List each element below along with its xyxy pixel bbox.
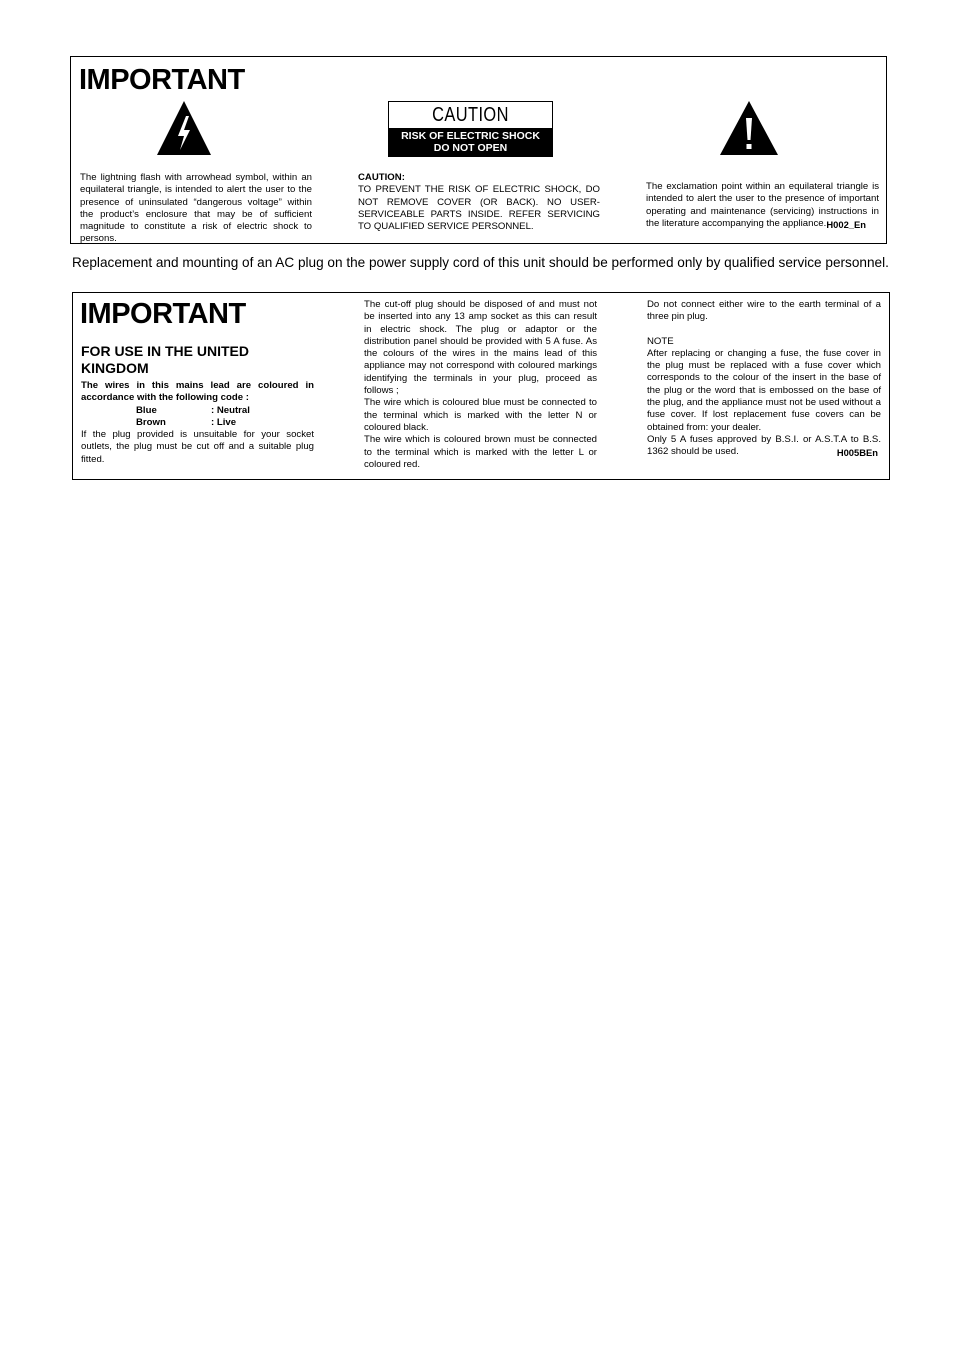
wire-meaning: : Neutral — [211, 404, 250, 416]
document-code-2: H005BEn — [836, 447, 878, 458]
fuse-approval-text: Only 5 A fuses approved by B.S.I. or A.S.T.A to B.S. 1362 should be used. — [647, 433, 881, 458]
caution-label: CAUTION: — [358, 172, 405, 183]
exclamation-warning-icon — [718, 99, 780, 157]
lightning-description: The lightning flash with arrowhead symbol, within an equilateral triangle, is intended to alert the user to the presence of uninsulated “dangerous voltage” within the product’s enclosure that may be of sufficient magnitude to constitute a risk of electric shock to persons. — [80, 172, 312, 245]
note-label: NOTE — [647, 335, 674, 347]
exclamation-description: The exclamation point within an equilateral triangle is intended to alert the user to the presence of important operating and maintenance (servicing) instructions in the literature accompanying the appliance. — [646, 181, 879, 229]
fuse-note-column — [647, 299, 881, 459]
earth-terminal-text: Do not connect either wire to the earth terminal of a three pin plug. — [647, 299, 881, 323]
plug-unsuitable-text: If the plug provided is unsuitable for your socket outlets, the plug must be cut off and a suitable plug fitted. — [81, 429, 314, 465]
wire-colour-section — [81, 380, 314, 466]
blue-wire-text: The wire which is coloured blue must be connected to the terminal which is marked with the letter N or coloured black. — [364, 397, 597, 433]
caution-sign-line1: RISK OF ELECTRIC SHOCK — [401, 130, 540, 142]
caution-sign — [388, 101, 553, 157]
caution-description — [358, 172, 600, 233]
document-code-1: H002_En — [826, 219, 866, 230]
wires-intro: The wires in this mains lead are coloured in accordance with the following code : — [81, 380, 314, 404]
ac-plug-notice: Replacement and mounting of an AC plug on the power supply cord of this unit should be performed only by qualified service personnel. — [72, 255, 889, 270]
caution-sign-title: CAUTION — [432, 103, 509, 126]
caution-sign-warning — [389, 128, 552, 156]
caution-text: TO PREVENT THE RISK OF ELECTRIC SHOCK, DO NOT REMOVE COVER (OR BACK). NO USER-SERVICEABLE PARTS INSIDE. REFER SERVICING TO QUALIFIED SERVICE PERSONNEL. — [358, 184, 600, 233]
important-heading-1: IMPORTANT — [79, 64, 245, 96]
wire-meaning: : Live — [211, 416, 237, 428]
plug-disposal-column — [364, 299, 597, 471]
wire-row-brown — [81, 417, 314, 429]
lightning-warning-icon — [155, 99, 213, 157]
wire-colour: Blue — [136, 404, 157, 416]
uk-subheading: FOR USE IN THE UNITED KINGDOM — [81, 343, 250, 376]
caution-sign-line2: DO NOT OPEN — [433, 142, 508, 154]
plug-disposal-text: The cut-off plug should be disposed of and must not be inserted into any 13 amp socket as this can result in electric shock. The plug or adaptor or the distribution panel should be provided with 5 A fuse. As the colours of the wires in the mains lead of this appliance may not correspond with coloured markings identifying the terminals in your plug, proceed as follows ; — [364, 299, 597, 397]
important-heading-2: IMPORTANT — [80, 298, 246, 330]
brown-wire-text: The wire which is coloured brown must be connected to the terminal which is marked with the letter L or coloured red. — [364, 434, 597, 470]
wire-colour: Brown — [136, 416, 166, 428]
wire-row-blue — [81, 405, 314, 417]
fuse-cover-text: After replacing or changing a fuse, the fuse cover in the plug must be replaced with a fuse cover which corresponds to the colour of the insert in the base of the plug or the word that is embossed on the base of the plug, and the appliance must not be used without a fuse cover. If lost replacement fuse covers can be obtained from: your dealer. — [647, 347, 881, 433]
